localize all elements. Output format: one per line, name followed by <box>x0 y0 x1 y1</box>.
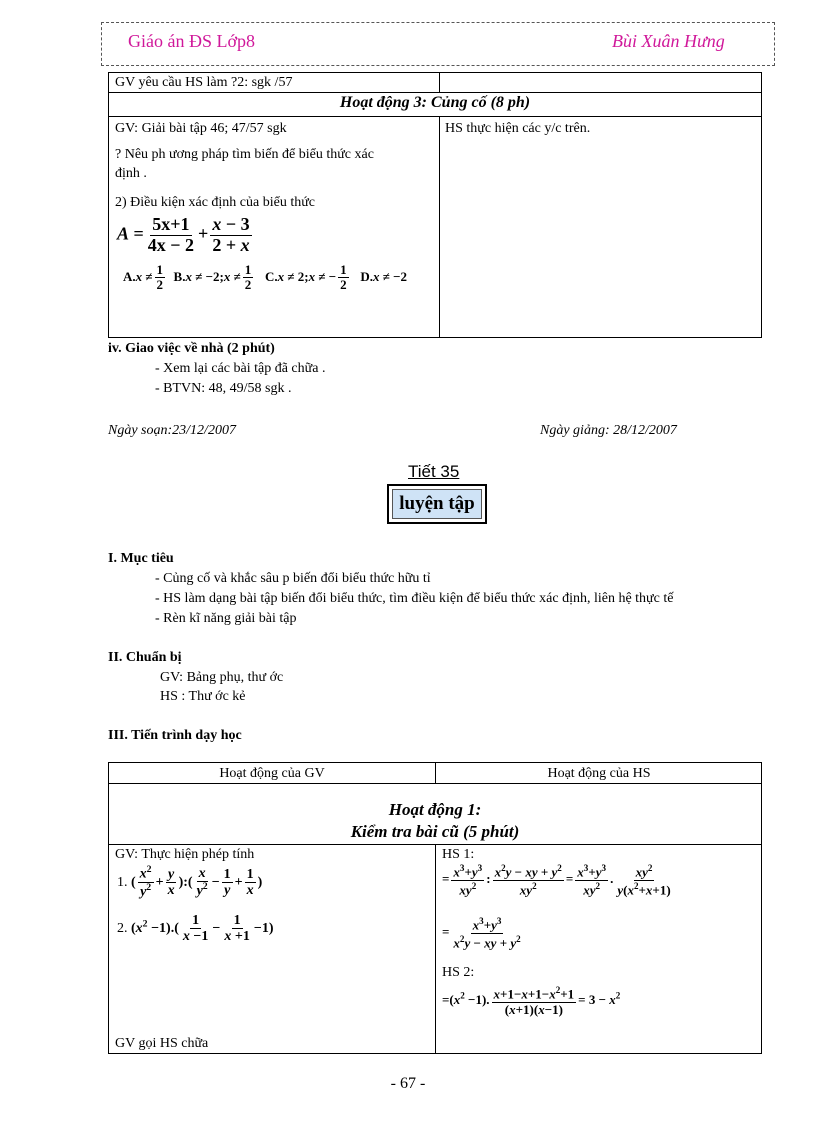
col-header-gv: Hoạt động của GV <box>219 766 325 781</box>
hs2-step: $=(x^2 -1)$. $\frac{x+1-x+1-x^2+1}{(x+1)(x-1)}$ = $3 - x^2$ <box>442 985 621 1017</box>
objective-1: - Củng cố và khắc sâu p biến đổi biểu thức hữu tỉ <box>155 571 431 586</box>
prep-hs: HS : Thư ớc kẻ <box>160 689 246 704</box>
exercise-2: 2. $(x^2 -1)$.( $\frac{1}{x -1}$ − $\frac{1}{x +1}$ −1) <box>117 913 274 945</box>
activity-table-2 <box>108 762 762 1054</box>
objectives-title: I. Mục tiêu <box>108 551 174 566</box>
hs2-label: HS 2: <box>442 965 475 980</box>
header-course: Giáo án ĐS Lớp8 <box>128 31 256 51</box>
prep-gv: GV: Bảng phụ, thư ớc <box>160 670 284 685</box>
expression-a: A = $\frac{5x+1}{4x - 2}$ + $\frac{x - 3}{2 + x}$ <box>117 214 250 255</box>
process-title: III. Tiến trình dạy học <box>108 728 242 743</box>
homework-title: iv. Giao việc về nhà (2 phút) <box>108 341 275 356</box>
homework-item-1: - Xem lại các bài tập đã chữa . <box>155 361 326 376</box>
gv-instruction: GV: Thực hiện phép tính <box>115 847 255 862</box>
table1-line3: định . <box>115 166 147 181</box>
objective-3: - Rèn kĩ năng giải bài tập <box>155 611 297 626</box>
table1-line1: GV: Giải bài tập 46; 47/57 sgk <box>115 121 287 136</box>
prep-date: Ngày soạn:23/12/2007 <box>108 423 236 438</box>
activity-1-line1: Hoạt động 1: <box>388 800 482 819</box>
objective-2: - HS làm dạng bài tập biến đổi biểu thức, tìm điều kiện để biểu thức xác định, liên hệ thực tế <box>155 591 674 606</box>
lesson-title-box <box>387 484 487 524</box>
hs1-label: HS 1: <box>442 847 475 862</box>
table1-right: HS thực hiện các y/c trên. <box>445 121 591 136</box>
activity-table-1 <box>108 72 762 338</box>
table1-line4: 2) Điều kiện xác định của biểu thức <box>115 195 316 210</box>
answer-options: A.x ≠ $\frac{1}{2}$ B.x ≠ −2;x ≠ $\frac{1}{2}$ C.x ≠ 2;x ≠ − $\frac{1}{2}$ D.x ≠ −2 <box>123 262 408 293</box>
prep-title: II. Chuẩn bị <box>108 650 182 665</box>
table1-line2: ? Nêu ph ương pháp tìm biến để biểu thức xác <box>115 147 374 162</box>
activity-1-line2: Kiểm tra bài cũ (5 phút) <box>350 822 520 841</box>
lesson-number: Tiết 35 <box>408 462 460 481</box>
col-header-hs: Hoạt động của HS <box>547 766 651 781</box>
exercise-1: 1. ( $\frac{x^2}{y^2}$ + $\frac{y}{x}$ ):( $\frac{x}{y^2}$ − $\frac{1}{y}$ + $\frac{1}{x}$ ) <box>117 864 263 900</box>
activity-3-title: Hoạt động 3: Củng cố (8 ph) <box>339 94 531 111</box>
hs1-step2: = $\frac{x^3+y^3}{x^2y - xy + y^2}$ <box>442 916 521 950</box>
page-number: - 67 - <box>390 1075 426 1092</box>
hs1-step1: = $\frac{x^3+y^3}{xy^2}$ : $\frac{x^2y - xy + y^2}{xy^2}$ = $\frac{x^3+y^3}{xy^2}$ . $\frac{xy^2}{y(x^2+x+1)}$ <box>442 863 671 897</box>
header-author: Bùi Xuân Hưng <box>612 31 725 51</box>
gv-call-student: GV gọi HS chữa <box>115 1036 209 1051</box>
homework-item-2: - BTVN: 48, 49/58 sgk . <box>155 381 292 396</box>
table1-row0: GV yêu cầu HS làm ?2: sgk /57 <box>115 75 293 90</box>
teach-date: Ngày giảng: 28/12/2007 <box>540 423 677 438</box>
lesson-title: luyện tập <box>392 489 482 519</box>
